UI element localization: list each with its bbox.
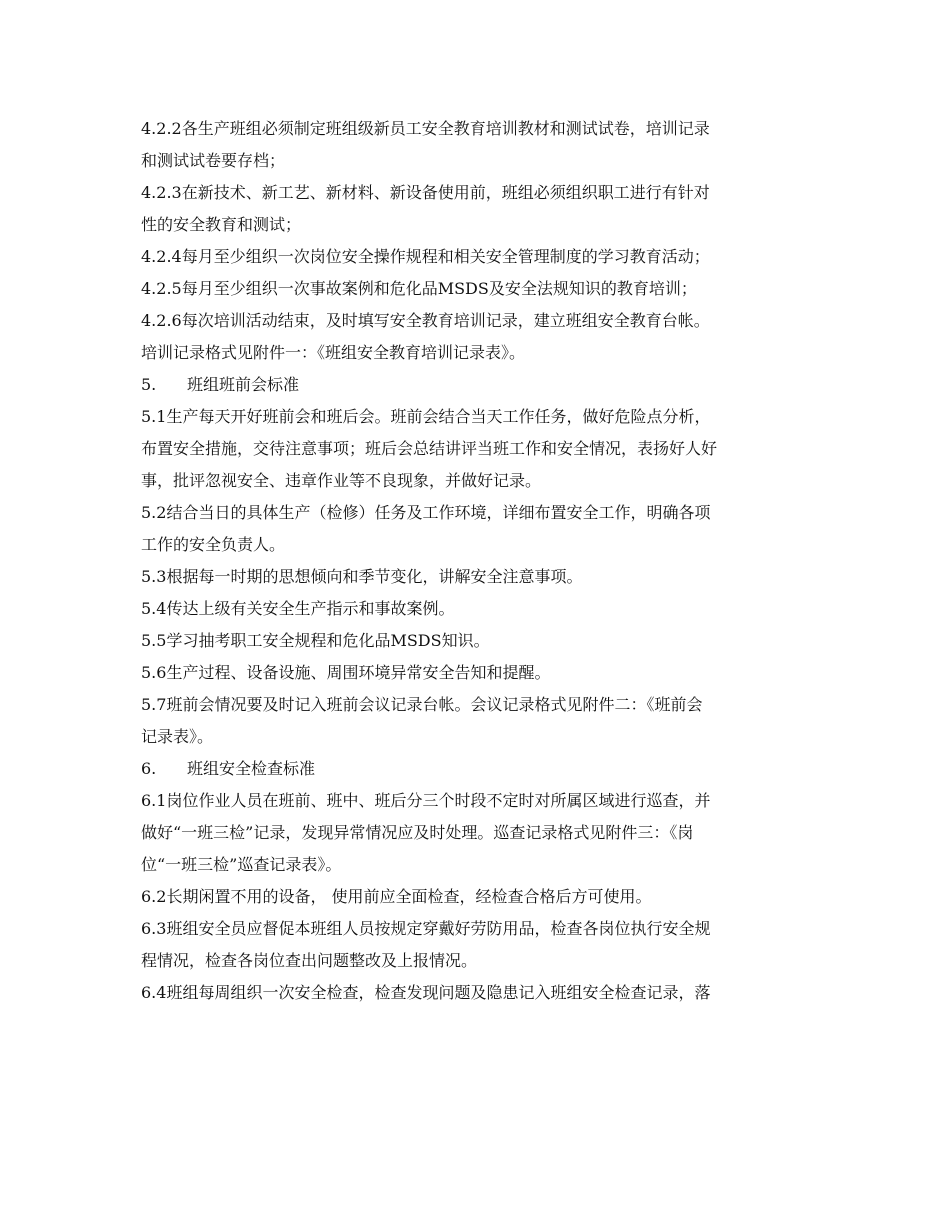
section-heading-5	[141, 369, 813, 401]
paragraph-line: 5.2结合当日的具体生产（检修）任务及工作环境，详细布置安全工作，明确各项	[141, 503, 711, 522]
paragraph-line: 事，批评忽视安全、违章作业等不良现象，并做好记录。	[141, 471, 542, 490]
paragraph-line: 做好“一班三检”记录，发现异常情况应及时处理。巡查记录格式见附件三：《岗	[141, 823, 694, 842]
paragraph-line: 性的安全教育和测试；	[141, 215, 302, 234]
paragraph-line: 4.2.2各生产班组必须制定班组级新员工安全教育培训教材和测试试卷，培训记录	[141, 119, 710, 138]
paragraph-line: 记录表》。	[141, 727, 214, 746]
paragraph-line: 程情况，检查各岗位查出问题整改及上报情况。	[141, 951, 478, 970]
paragraph-line: 培训记录格式见附件一：《班组安全教育培训记录表》。	[141, 343, 526, 362]
paragraph-line: 5.6生产过程、设备设施、周围环境异常安全告知和提醒。	[141, 663, 551, 682]
section-title: 班组安全检查标准	[187, 759, 316, 778]
paragraph-line: 4.2.4每月至少组织一次岗位安全操作规程和相关安全管理制度的学习教育活动；	[141, 247, 710, 266]
section-title: 班组班前会标准	[187, 375, 300, 394]
paragraph-line: 6.2长期闲置不用的设备， 使用前应全面检查，经检查合格后方可使用。	[141, 887, 652, 906]
paragraph-line: 5.1生产每天开好班前会和班后会。班前会结合当天工作任务，做好危险点分析，	[141, 407, 711, 426]
paragraph-line: 工作的安全负责人。	[141, 535, 286, 554]
paragraph-line: 4.2.5每月至少组织一次事故案例和危化品MSDS及安全法规知识的教育培训；	[141, 279, 697, 298]
paragraph-line: 布置安全措施，交待注意事项；班后会总结讲评当班工作和安全情况，表扬好人好	[141, 439, 718, 458]
section-number: 5.	[141, 375, 157, 394]
paragraph-line: 5.3根据每一时期的思想倾向和季节变化，讲解安全注意事项。	[141, 567, 583, 586]
paragraph-line: 5.4传达上级有关安全生产指示和事故案例。	[141, 599, 455, 618]
section-number: 6.	[141, 759, 157, 778]
paragraph-line: 5.5学习抽考职工安全规程和危化品MSDS知识。	[141, 631, 490, 650]
paragraph-line: 6.1岗位作业人员在班前、班中、班后分三个时段不定时对所属区域进行巡查，并	[141, 791, 711, 810]
paragraph-line: 和测试试卷要存档；	[141, 151, 286, 170]
paragraph-line: 4.2.6每次培训活动结束，及时填写安全教育培训记录，建立班组安全教育台帐。	[141, 311, 710, 330]
paragraph-line: 6.3班组安全员应督促本班组人员按规定穿戴好劳防用品，检查各岗位执行安全规	[141, 919, 711, 938]
paragraph-line: 位“一班三检”巡查记录表》。	[141, 855, 342, 874]
document-page	[141, 113, 813, 1009]
paragraph-line: 6.4班组每周组织一次安全检查，检查发现问题及隐患记入班组安全检查记录，落	[141, 983, 711, 1002]
paragraph-line: 5.7班前会情况要及时记入班前会议记录台帐。会议记录格式见附件二：《班前会	[141, 695, 703, 714]
paragraph-line: 4.2.3在新技术、新工艺、新材料、新设备使用前，班组必须组织职工进行有针对	[141, 183, 710, 202]
section-heading-6	[141, 753, 813, 785]
